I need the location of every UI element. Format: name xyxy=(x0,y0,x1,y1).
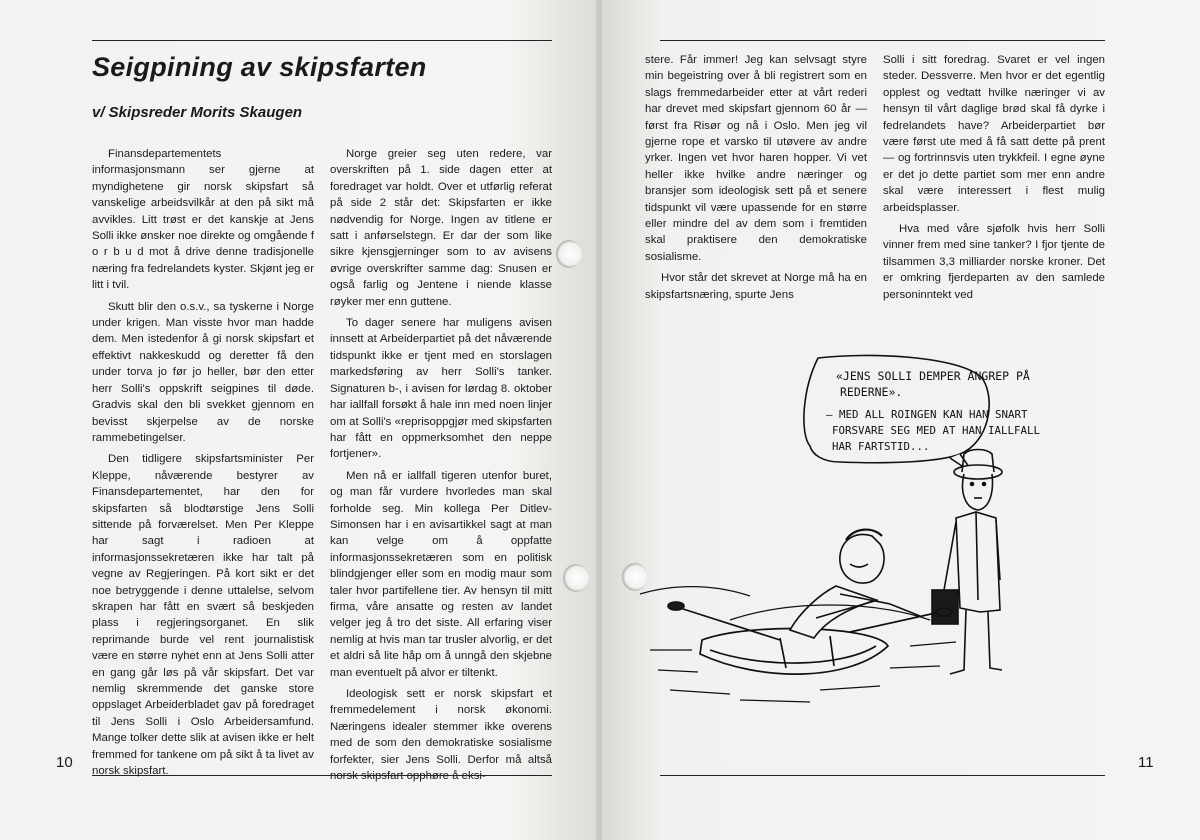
paragraph: stere. Får immer! Jeg kan selvsagt styre min begeistring over å bli registrert som en slags fremmedarbeider etter at vårt rederi har drevet med skipsfart gjennom 60 år — først fra Risør og nå i Oslo. Men jeg vil gjerne rope et varsko til utøvere av andre yrker. Ingen vet hvor haren hopper. Vi vet heller ikke hvilke andre næringer og bransjer som ideologisk sett på et senere tidspunkt vil være upassende for en større eller mindre del av dem som i fremtiden skal praktisere den demokratiske sosialisme. xyxy=(645,54,867,263)
right-column-1 xyxy=(645,52,867,308)
cartoon-caption-2: REDERNE». xyxy=(840,385,903,399)
paragraph: Finansdepartementets informasjonsmann ser gjerne at myndighetene gir norsk skipsfart så vanskelige arbeidsvilkår at den på sikt må avvikles. Litt trøst er det kanskje at Jens Solli ikke ønsker noe direkte og omgående f o r b u d mot å drive denne tradisjonelle næring fra fedrelandets kyster. Skjønt jeg er litt i tvil. xyxy=(92,148,314,292)
cartoon-speech-3: HAR FARTSTID... xyxy=(832,440,930,453)
left-column-2 xyxy=(330,146,552,789)
page-number: 11 xyxy=(1138,754,1154,771)
cartoon-speech-2: FORSVARE SEG MED AT HAN IALLFALL xyxy=(832,424,1041,437)
cartoon-speech-1: — MED ALL ROINGEN KAN HAN SNART xyxy=(826,408,1028,421)
article-byline: v/ Skipsreder Morits Skaugen xyxy=(92,104,303,121)
bottom-rule xyxy=(660,775,1105,776)
page-number: 10 xyxy=(56,754,73,771)
paragraph: Norge greier seg uten redere, var overskriften på 1. side dagen etter at foredraget var holdt. Over et utførlig referat på side 2 står det: Skipsfarten er ikke nødvendig for Norge. Ingen av titlene er satt i anførselstegn. Er dar der som like sikre kjensgjerninger som to av avisens øvrige overskrifter samme dag: Snusen er også farlig og Jentene i niende klasse røyker mer enn guttene. xyxy=(330,148,552,308)
article-title: Seigpining av skipsfarten xyxy=(92,52,427,82)
cartoon-caption-1: «JENS SOLLI DEMPER ANGREP PÅ xyxy=(836,369,1030,383)
binder-hole xyxy=(563,564,589,592)
paragraph: Solli i sitt foredrag. Svaret er vel ingen steder. Dessverre. Men hvor er det egentlig opplest og vedtatt hvilke næringer vi av hensyn til vårt daglige brød skal få dyrke i fedrelandets have? Arbeiderpartiet bør være først ute med å få satt dette på prent — og fortrinnsvis uten trykkfeil. I egne øyne er det jo dette partiet som mer enn andre skal være interessert i flest mulig arbeidsplasser. xyxy=(883,54,1105,214)
man-figure xyxy=(932,450,1002,675)
binder-hole xyxy=(556,240,582,268)
rower-figure xyxy=(790,530,920,638)
right-column-2 xyxy=(883,52,1105,308)
top-rule xyxy=(660,40,1105,41)
paragraph: Hvor står det skrevet at Norge må ha en skipsfartsnæring, spurte Jens xyxy=(645,272,867,301)
left-page xyxy=(0,0,598,840)
top-rule xyxy=(92,40,552,41)
paragraph: Hva med våre sjøfolk hvis herr Solli vinner frem med sine tanker? I fjor tjente de tilsammen 3,3 milliarder norske kroner. Det er omkring fjerdeparten av den samlede personinntekt ved xyxy=(883,223,1105,301)
paragraph: Men nå er iallfall tigeren utenfor buret, og man får vurdere hvorledes man skal forholde seg. Min kollega Per Ditlev-Simonsen har i en avisartikkel sagt at man kan velge om å oppfatte informasjonssekretæren som en politisk blindgjenger eller som en modig maur som taler hvor partifellene tier. Av hensyn til mitt firma, våre ansatte og resten av landet velger jeg å tro det siste. All erfaring viser nemlig at hvis man tar trusler alvorlig, er det et aldri så lite håp om å unngå den skjebne man eventuelt på alvor er tiltenkt. xyxy=(330,469,552,679)
paragraph: Skutt blir den o.s.v., sa tyskerne i Norge under krigen. Man visste hvor man hadde dem. Men istedenfor å gi norsk skipsfart et effektivt nakkeskudd og deretter få den under torva jo før jo heller, bør den etter herr Solli's oppskrift seigpines til døde. Gradvis skal den bli svekket gjennom en bevisst skjerpelse av de norske rammebetingelser. xyxy=(92,300,314,444)
ink-cartoon-rowboat-icon xyxy=(640,350,1041,720)
left-column-1 xyxy=(92,146,314,784)
paragraph: Ideologisk sett er norsk skipsfart et fremmedelement i norsk økonomi. Næringens idealer stemmer ikke overens med de som den demokratiske sosialisme forfekter, sier Jens Solli. Derfor må altså norsk skipsfart opphøre å eksi- xyxy=(330,688,552,783)
paragraph: To dager senere har muligens avisen innsett at Arbeiderpartiet på det nåværende tidspunkt ikke er tjent med en storslagen markedsføring av herr Solli's tanker. Signaturen b-, i avisen for lørdag 8. oktober har iallfall forsøkt å hale inn med noen linjer om at Solli's «reprisoppgjør med skipsfarten har fått en oppmerksomhet den neppe fortjener». xyxy=(330,317,552,461)
bottom-rule xyxy=(92,775,552,776)
paragraph: Den tidligere skipsfartsminister Per Kleppe, nåværende bestyrer av Finansdepartementet, har den for skipsfarten så blodtørstige Jens Solli sittende på forværelset. Men Per Kleppe har sagt i radioen at informasjonssekretæren ikke har talt på vegne av Regjeringen. På kort sikt er det noe betryggende i denne uttalelse, selvom skrapen har fått en svært så beskjeden plass i regjeringsorganet. En slik reprimande burde vel rent journalistisk være en større nyhet enn at Jens Solli atter en gang går løs på vår skipsfart. Det var nemlig skremmende det ganske store oppslaget Arbeiderbladet gav på foredraget til Jens Solli i Oslo Arbeidersamfund. Mange tolker dette slik at avisen ikke er helt fremmed for tankene om på sikt å ta livet av norsk skipsfart. xyxy=(92,453,314,778)
